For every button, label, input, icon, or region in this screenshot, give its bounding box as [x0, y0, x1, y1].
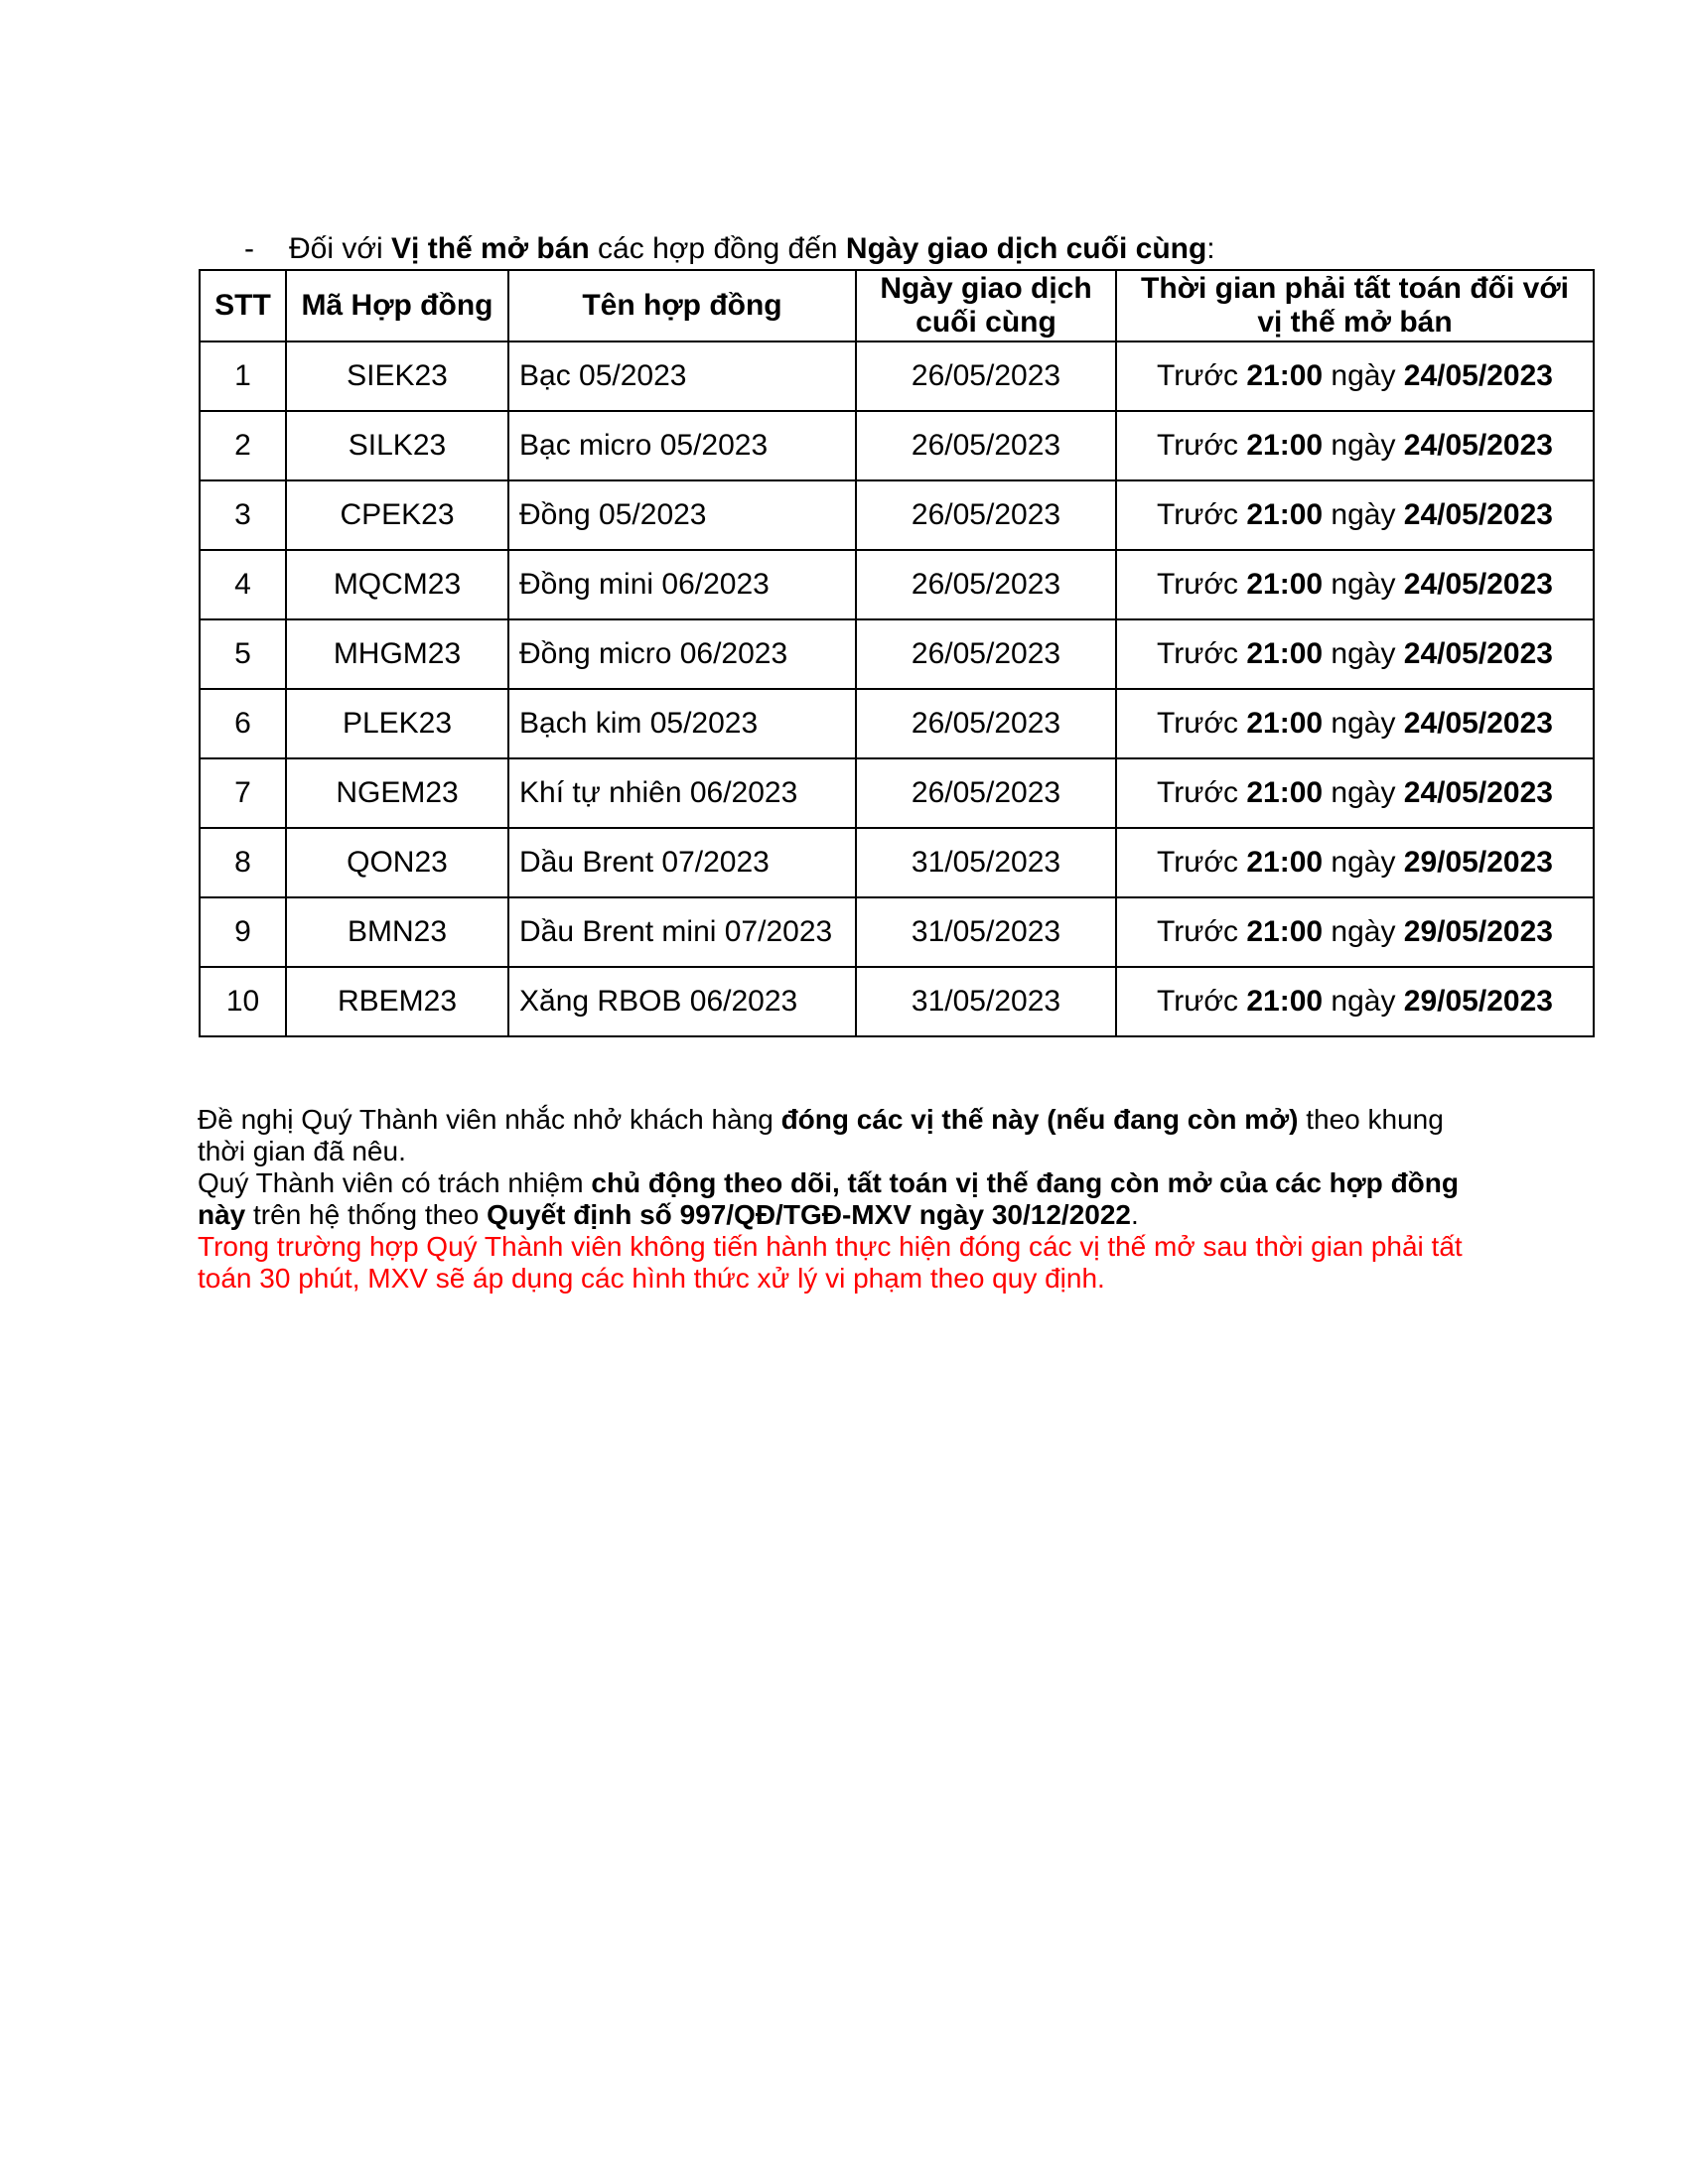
contracts-table: [199, 269, 1595, 1037]
intro-text: :: [1206, 232, 1215, 265]
cell-name: Bạc micro 05/2023: [508, 411, 856, 480]
cell-name: Đồng micro 06/2023: [508, 619, 856, 689]
cell-code: RBEM23: [286, 967, 508, 1036]
cell-stt: 3: [200, 480, 286, 550]
table-row: [200, 411, 1594, 480]
intro-text: các hợp đồng đến: [589, 232, 846, 265]
cell-name: Bạch kim 05/2023: [508, 689, 856, 758]
cell-code: SILK23: [286, 411, 508, 480]
cell-name: Xăng RBOB 06/2023: [508, 967, 856, 1036]
cell-deadline: Trước 21:00 ngày 24/05/2023: [1116, 758, 1594, 828]
list-dash: -: [244, 232, 254, 265]
header-contract-code: Mã Hợp đồng: [286, 270, 508, 341]
intro-line: [244, 230, 1215, 268]
cell-code: PLEK23: [286, 689, 508, 758]
cell-name: Dầu Brent 07/2023: [508, 828, 856, 897]
header-stt: STT: [200, 270, 286, 341]
cell-stt: 10: [200, 967, 286, 1036]
cell-deadline: Trước 21:00 ngày 29/05/2023: [1116, 897, 1594, 967]
cell-code: MHGM23: [286, 619, 508, 689]
cell-code: SIEK23: [286, 341, 508, 411]
paragraph-responsibility: Quý Thành viên có trách nhiệm chủ động theo dõi, tất toán vị thế đang còn mở của các hợp đồng này trên hệ thống theo Quyết định số 997/QĐ/TGĐ-MXV ngày 30/12/2022.: [198, 1167, 1459, 1230]
header-last-trading-day: Ngày giao dịch cuối cùng: [856, 270, 1116, 341]
cell-deadline: Trước 21:00 ngày 24/05/2023: [1116, 480, 1594, 550]
cell-last-day: 26/05/2023: [856, 411, 1116, 480]
cell-deadline: Trước 21:00 ngày 24/05/2023: [1116, 689, 1594, 758]
cell-stt: 9: [200, 897, 286, 967]
table-row: [200, 550, 1594, 619]
intro-text: Đối với: [289, 232, 392, 265]
cell-stt: 6: [200, 689, 286, 758]
cell-last-day: 26/05/2023: [856, 689, 1116, 758]
table-row: [200, 341, 1594, 411]
cell-code: BMN23: [286, 897, 508, 967]
cell-deadline: Trước 21:00 ngày 29/05/2023: [1116, 828, 1594, 897]
cell-code: CPEK23: [286, 480, 508, 550]
cell-code: NGEM23: [286, 758, 508, 828]
table-row: [200, 897, 1594, 967]
cell-name: Khí tự nhiên 06/2023: [508, 758, 856, 828]
cell-last-day: 26/05/2023: [856, 758, 1116, 828]
table-row: [200, 689, 1594, 758]
notice-paragraphs: [198, 1104, 1488, 1295]
cell-stt: 1: [200, 341, 286, 411]
cell-stt: 2: [200, 411, 286, 480]
header-contract-name: Tên hợp đồng: [508, 270, 856, 341]
cell-deadline: Trước 21:00 ngày 24/05/2023: [1116, 411, 1594, 480]
paragraph-warning: Trong trường hợp Quý Thành viên không tiến hành thực hiện đóng các vị thế mở sau thời gian phải tất toán 30 phút, MXV sẽ áp dụng các hình thức xử lý vi phạm theo quy định.: [198, 1231, 1463, 1294]
header-close-deadline: Thời gian phải tất toán đối với vị thế mở bán: [1116, 270, 1594, 341]
cell-name: Đồng 05/2023: [508, 480, 856, 550]
cell-last-day: 26/05/2023: [856, 550, 1116, 619]
cell-last-day: 26/05/2023: [856, 341, 1116, 411]
table-row: [200, 967, 1594, 1036]
cell-name: Dầu Brent mini 07/2023: [508, 897, 856, 967]
cell-stt: 5: [200, 619, 286, 689]
cell-deadline: Trước 21:00 ngày 24/05/2023: [1116, 619, 1594, 689]
cell-last-day: 31/05/2023: [856, 897, 1116, 967]
cell-stt: 8: [200, 828, 286, 897]
cell-last-day: 31/05/2023: [856, 828, 1116, 897]
cell-name: Bạc 05/2023: [508, 341, 856, 411]
cell-code: MQCM23: [286, 550, 508, 619]
table-row: [200, 480, 1594, 550]
cell-name: Đồng mini 06/2023: [508, 550, 856, 619]
table-row: [200, 758, 1594, 828]
intro-bold-short-position: Vị thế mở bán: [391, 232, 590, 265]
cell-stt: 4: [200, 550, 286, 619]
cell-code: QON23: [286, 828, 508, 897]
cell-deadline: Trước 21:00 ngày 29/05/2023: [1116, 967, 1594, 1036]
paragraph-reminder: Đề nghị Quý Thành viên nhắc nhở khách hàng đóng các vị thế này (nếu đang còn mở) theo khung thời gian đã nêu.: [198, 1104, 1444, 1166]
cell-deadline: Trước 21:00 ngày 24/05/2023: [1116, 550, 1594, 619]
cell-last-day: 31/05/2023: [856, 967, 1116, 1036]
table-header-row: [200, 270, 1594, 341]
cell-stt: 7: [200, 758, 286, 828]
cell-last-day: 26/05/2023: [856, 619, 1116, 689]
cell-deadline: Trước 21:00 ngày 24/05/2023: [1116, 341, 1594, 411]
intro-bold-last-trading-day: Ngày giao dịch cuối cùng: [845, 232, 1207, 265]
table-row: [200, 619, 1594, 689]
table-row: [200, 828, 1594, 897]
cell-last-day: 26/05/2023: [856, 480, 1116, 550]
